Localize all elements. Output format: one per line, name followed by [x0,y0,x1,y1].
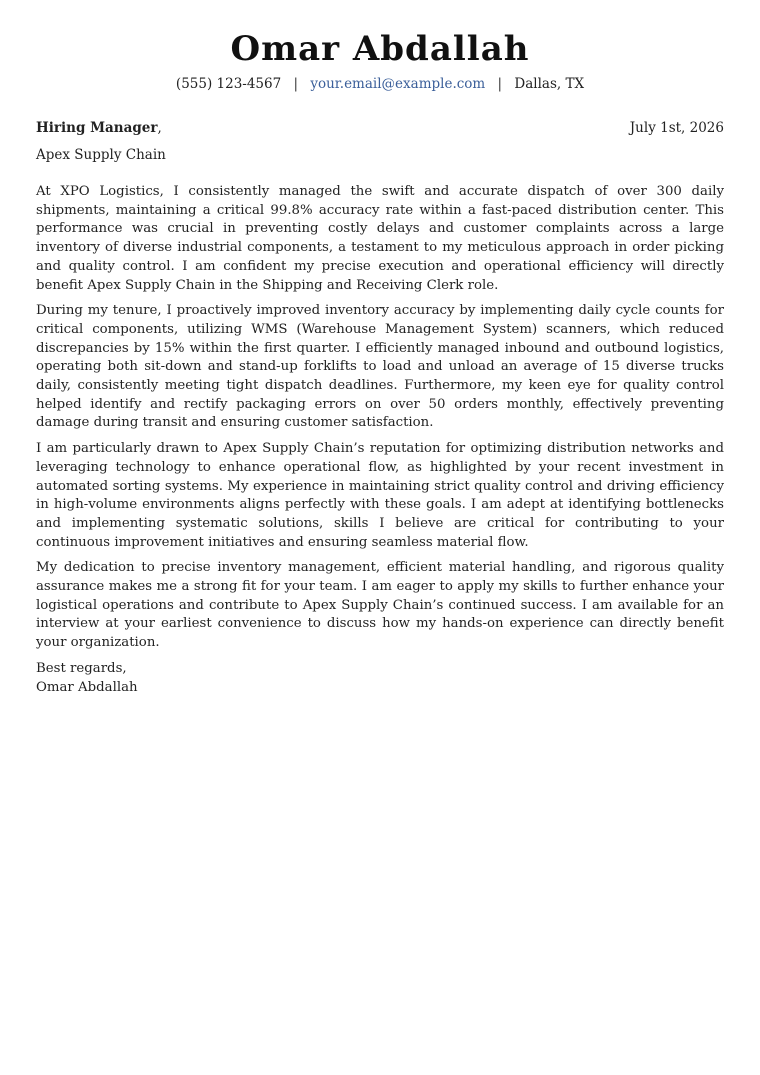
closing-salutation: Best regards, [36,660,127,676]
body-paragraph: During my tenure, I proactively improved inventory accuracy by implementing daily cycle counts for critical components, utilizing WMS (Warehouse Management System) scanners, which reduced discrepancies by 15% within the first quarter. I efficiently managed inbound and outbound logistics, operating both sit-down and stand-up forklifts to load and unload an average of 15 diverse trucks daily, consistently meeting tight dispatch deadlines. Furthermore, my keen eye for quality control helped identify and rectify packaging errors on over 50 orders monthly, effectively preventing damage during transit and ensuring customer satisfaction. [36,303,724,431]
recipient-row [36,118,724,138]
signature-name: Omar Abdallah [36,679,138,695]
closing-block [36,660,724,697]
body-paragraph: At XPO Logistics, I consistently managed the swift and accurate dispatch of over 300 daily shipments, maintaining a critical 99.8% accuracy rate within a fast-paced distribution center. This performance was crucial in preventing costly delays and customer complaints across a large inventory of diverse industrial components, a testament to my meticulous approach in order picking and quality control. I am confident my precise execution and operational efficiency will directly benefit Apex Supply Chain in the Shipping and Receiving Clerk role. [36,184,724,293]
contact-separator: | [293,76,299,92]
recipient-name [36,118,162,138]
body-paragraph: My dedication to precise inventory management, efficient material handling, and rigorous quality assurance makes me a strong fit for your team. I am eager to apply my skills to further enhance your logistical operations and contribute to Apex Supply Chain’s continued success. I am available for an interview at your earliest convenience to discuss how my hands-on experience can directly benefit your organization. [36,560,724,651]
location: Dallas, TX [514,76,585,92]
email-link[interactable]: your.email@example.com [310,76,486,92]
phone-number: (555) 123-4567 [175,76,282,92]
letter-body [36,183,724,653]
applicant-name: Omar Abdallah [230,29,530,69]
letter-date: July 1st, 2026 [629,120,724,136]
contact-separator: | [497,76,503,92]
recipient-name-suffix: , [157,120,162,136]
body-paragraph: I am particularly drawn to Apex Supply Chain’s reputation for optimizing distribution networks and leveraging technology to enhance operational flow, as highlighted by your recent investment in automated sorting systems. My experience in maintaining strict quality control and driving efficiency in high-volume environments aligns perfectly with these goals. I am adept at identifying bottlenecks and implementing systematic solutions, skills I believe are critical for contributing to your continuous improvement initiatives and ensuring seamless material flow. [36,441,724,550]
contact-line [36,74,724,94]
recipient-name-bold: Hiring Manager [36,120,158,136]
recipient-company: Apex Supply Chain [36,147,166,163]
